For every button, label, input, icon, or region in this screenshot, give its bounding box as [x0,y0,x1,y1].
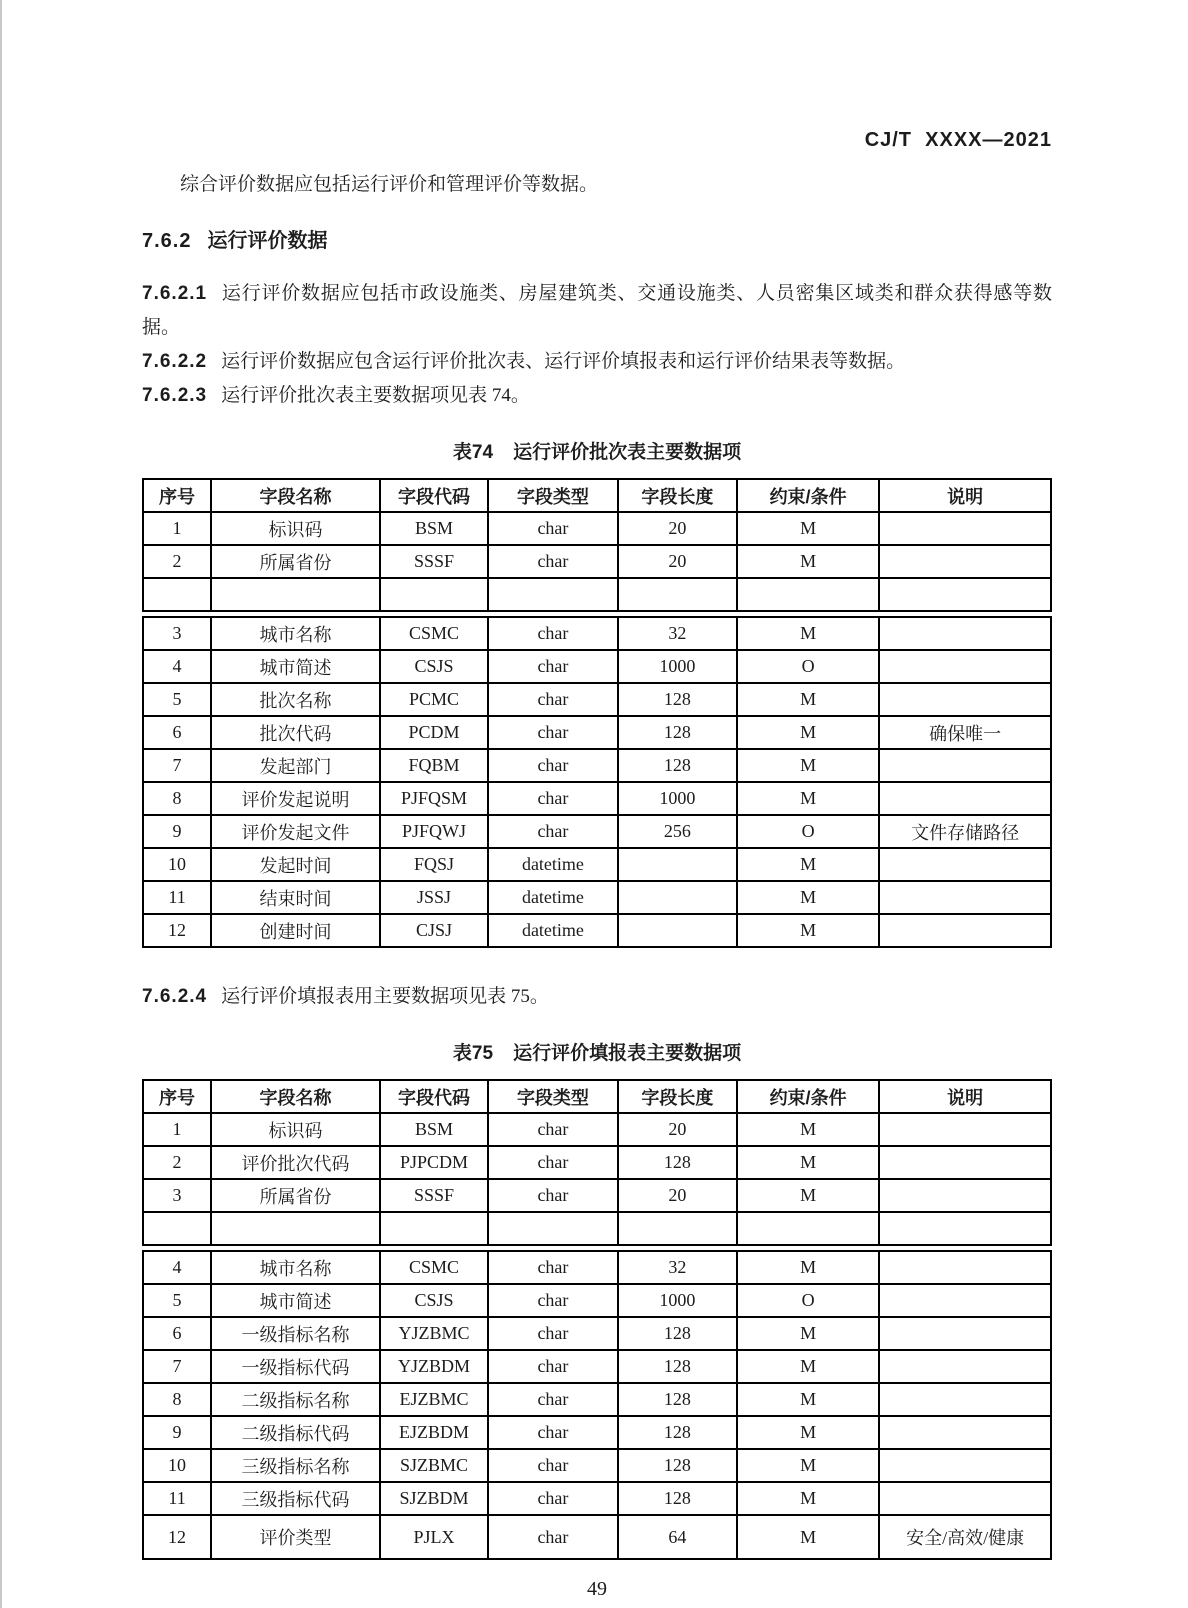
column-header: 说明 [879,1080,1051,1113]
table-cell: 4 [143,1251,211,1284]
section-heading-number: 7.6.2 [142,230,192,252]
table-row [143,815,1051,848]
table-cell: char [488,1515,618,1559]
table-cell: char [488,1251,618,1284]
table-cell: 11 [143,881,211,914]
table-cell: FQBM [380,749,488,782]
table-cell: 128 [618,1416,737,1449]
table-cell: char [488,782,618,815]
column-header: 字段代码 [380,479,488,512]
table-row [143,545,1051,578]
table-cell: 32 [618,617,737,650]
table-cell: 6 [143,1317,211,1350]
table-row [143,650,1051,683]
table-cell [879,1383,1051,1416]
table-row [143,1515,1051,1559]
table-row [143,716,1051,749]
table-cell: 20 [618,545,737,578]
table-caption [142,1038,1052,1065]
table-cell: 二级指标名称 [211,1383,380,1416]
column-header: 序号 [143,1080,211,1113]
table-cell: 评价发起说明 [211,782,380,815]
table-row [143,1449,1051,1482]
table-cell [488,578,618,611]
table-cell: char [488,1113,618,1146]
table-cell: 4 [143,650,211,683]
clause-text: 运行评价填报表用主要数据项见表 75。 [221,986,549,1007]
clause-7-6-2-2 [142,345,1052,379]
table-74-segment-1 [142,478,1052,612]
table-cell: 发起部门 [211,749,380,782]
table-cell: datetime [488,914,618,947]
table-cell: 发起时间 [211,848,380,881]
table-cell: EJZBMC [380,1383,488,1416]
table-cell: 5 [143,1284,211,1317]
table-cell: CSMC [380,1251,488,1284]
table-cell: 20 [618,1113,737,1146]
table-cell: datetime [488,881,618,914]
table-cell: 2 [143,1146,211,1179]
table-cell: PJFQSM [380,782,488,815]
table-cell: M [737,1179,880,1212]
table-cell: PCDM [380,716,488,749]
table-cell: 128 [618,716,737,749]
clause-text: 运行评价批次表主要数据项见表 74。 [221,385,530,406]
table-cell: 所属省份 [211,545,380,578]
header-row [143,479,1051,512]
table-cell: SSSF [380,1179,488,1212]
table-cell: 128 [618,1350,737,1383]
table-cell: char [488,1284,618,1317]
table-cell: BSM [380,512,488,545]
table-cell: 64 [618,1515,737,1559]
table-cell: M [737,545,880,578]
table-cell: 标识码 [211,512,380,545]
table-cell [618,881,737,914]
header-row [143,1080,1051,1113]
table-cell: 三级指标名称 [211,1449,380,1482]
table-cell [879,782,1051,815]
table-74-container [142,437,1052,948]
table-cell: 标识码 [211,1113,380,1146]
table-cell: M [737,1146,880,1179]
table-cell: M [737,1482,880,1515]
table-caption-title: 运行评价填报表主要数据项 [513,1043,742,1064]
table-cell: M [737,1383,880,1416]
table-cell: 7 [143,1350,211,1383]
table-cell [879,545,1051,578]
table-74-segment-2 [142,616,1052,948]
table-cell [879,1113,1051,1146]
table-cell: 12 [143,1515,211,1559]
column-header: 说明 [879,479,1051,512]
table-cell: 结束时间 [211,881,380,914]
table-cell: 一级指标代码 [211,1350,380,1383]
table-cell: 10 [143,848,211,881]
table-cell: 评价发起文件 [211,815,380,848]
table-row [143,881,1051,914]
table-cell: SJZBMC [380,1449,488,1482]
table-cell: M [737,617,880,650]
table-row [143,1350,1051,1383]
table-cell: 二级指标代码 [211,1416,380,1449]
table-cell [879,1482,1051,1515]
table-row [143,848,1051,881]
table-cell: M [737,1113,880,1146]
table-row [143,1146,1051,1179]
table-cell: PJPCDM [380,1146,488,1179]
table-cell: 确保唯一 [879,716,1051,749]
table-cell [879,1284,1051,1317]
column-header: 字段名称 [211,1080,380,1113]
table-cell: YJZBDM [380,1350,488,1383]
table-cell [879,650,1051,683]
table-row [143,1179,1051,1212]
table-cell: 三级指标代码 [211,1482,380,1515]
table-cell: M [737,749,880,782]
table-74 [142,437,1052,948]
table-row [143,1416,1051,1449]
table-caption-label: 表74 [452,442,494,463]
table-row [143,914,1051,947]
table-cell: 8 [143,782,211,815]
table-cell: 128 [618,1383,737,1416]
table-75-segment-2 [142,1250,1052,1560]
table-cell: M [737,1251,880,1284]
table-cell [879,617,1051,650]
column-header: 序号 [143,479,211,512]
table-cell: 128 [618,1146,737,1179]
table-cell: M [737,512,880,545]
table-row [143,749,1051,782]
table-cell: 1 [143,1113,211,1146]
table-cell: 批次名称 [211,683,380,716]
table-cell: FQSJ [380,848,488,881]
table-cell [879,881,1051,914]
table-caption [142,437,1052,464]
table-cell [879,1212,1051,1245]
table-cell: 8 [143,1383,211,1416]
table-cell: CSJS [380,650,488,683]
table-cell: 3 [143,617,211,650]
table-cell: PCMC [380,683,488,716]
table-cell [879,848,1051,881]
clause-7-6-2-3 [142,379,1052,413]
table-cell: 9 [143,815,211,848]
table-row [143,1212,1051,1245]
table-cell: 11 [143,1482,211,1515]
table-cell: 城市名称 [211,1251,380,1284]
table-cell [211,1212,380,1245]
column-header: 字段长度 [618,479,737,512]
table-cell: M [737,1317,880,1350]
table-row [143,617,1051,650]
table-cell: char [488,1146,618,1179]
table-cell: char [488,815,618,848]
column-header: 约束/条件 [737,1080,880,1113]
column-header: 约束/条件 [737,479,880,512]
table-cell: O [737,1284,880,1317]
table-cell: char [488,617,618,650]
clause-text: 运行评价数据应包含运行评价批次表、运行评价填报表和运行评价结果表等数据。 [221,351,906,372]
table-row [143,1284,1051,1317]
table-cell: 城市名称 [211,617,380,650]
table-cell: SJZBDM [380,1482,488,1515]
table-cell [737,1212,880,1245]
table-cell: char [488,545,618,578]
table-cell: 城市简述 [211,650,380,683]
table-cell [618,1212,737,1245]
doc-code: CJ/T XXXX—2021 [864,129,1052,151]
table-cell: M [737,1350,880,1383]
table-cell: M [737,848,880,881]
table-cell: 文件存储路径 [879,815,1051,848]
table-cell: 1000 [618,650,737,683]
table-cell: 5 [143,683,211,716]
table-cell: char [488,1350,618,1383]
table-cell: 10 [143,1449,211,1482]
table-cell: M [737,1449,880,1482]
table-cell: 评价批次代码 [211,1146,380,1179]
table-cell: 6 [143,716,211,749]
table-cell: CJSJ [380,914,488,947]
table-cell [879,512,1051,545]
table-cell [879,1317,1051,1350]
table-cell: BSM [380,1113,488,1146]
table-caption-title: 运行评价批次表主要数据项 [513,442,742,463]
table-row [143,1482,1051,1515]
page [2,0,1188,1601]
table-cell [879,1146,1051,1179]
table-cell: SSSF [380,545,488,578]
table-cell [488,1212,618,1245]
table-cell [143,578,211,611]
table-cell: 批次代码 [211,716,380,749]
table-75 [142,1038,1052,1560]
table-cell: 20 [618,1179,737,1212]
table-cell: 创建时间 [211,914,380,947]
intro-paragraph: 综合评价数据应包括运行评价和管理评价等数据。 [180,174,599,195]
table-cell: 128 [618,1317,737,1350]
table-cell: CSJS [380,1284,488,1317]
table-cell [879,683,1051,716]
table-cell: 9 [143,1416,211,1449]
table-cell: char [488,512,618,545]
section-heading [142,227,1052,255]
table-cell [737,578,880,611]
table-cell: M [737,683,880,716]
table-cell: O [737,650,880,683]
table-cell [879,1179,1051,1212]
table-cell: 所属省份 [211,1179,380,1212]
table-cell: char [488,1317,618,1350]
clause-number: 7.6.2.1 [142,283,208,304]
table-cell: 128 [618,1482,737,1515]
column-header: 字段代码 [380,1080,488,1113]
table-cell [879,1416,1051,1449]
table-cell: M [737,881,880,914]
table-cell: 1000 [618,782,737,815]
table-cell [879,749,1051,782]
table-cell: YJZBMC [380,1317,488,1350]
table-cell [380,1212,488,1245]
table-cell: JSSJ [380,881,488,914]
table-cell [211,578,380,611]
table-row [143,512,1051,545]
column-header: 字段类型 [488,1080,618,1113]
table-cell: char [488,1179,618,1212]
table-cell [879,1449,1051,1482]
table-75-container [142,1038,1052,1560]
table-row [143,1383,1051,1416]
table-cell [879,1350,1051,1383]
table-row [143,683,1051,716]
table-cell: 20 [618,512,737,545]
table-cell: 3 [143,1179,211,1212]
clause-7-6-2-1 [142,277,1052,345]
table-cell [879,914,1051,947]
table-row [143,1317,1051,1350]
table-cell: M [737,782,880,815]
table-cell: char [488,1482,618,1515]
table-row [143,1251,1051,1284]
table-cell: 256 [618,815,737,848]
table-cell: O [737,815,880,848]
table-cell: M [737,914,880,947]
clause-number: 7.6.2.3 [142,385,208,406]
table-cell: PJLX [380,1515,488,1559]
table-cell: char [488,683,618,716]
table-cell: 128 [618,749,737,782]
table-cell: 1000 [618,1284,737,1317]
table-cell [879,578,1051,611]
table-cell [618,914,737,947]
table-row [143,1113,1051,1146]
table-cell: 1 [143,512,211,545]
table-75-segment-1 [142,1079,1052,1246]
table-cell: 12 [143,914,211,947]
table-cell: PJFQWJ [380,815,488,848]
table-cell: 128 [618,1449,737,1482]
clause-number: 7.6.2.4 [142,986,208,1007]
table-cell: 安全/高效/健康 [879,1515,1051,1559]
table-cell: 32 [618,1251,737,1284]
table-cell: M [737,1416,880,1449]
table-cell: 128 [618,683,737,716]
table-row [143,782,1051,815]
table-cell: M [737,1515,880,1559]
table-cell: 2 [143,545,211,578]
table-cell [618,848,737,881]
clause-text: 运行评价数据应包括市政设施类、房屋建筑类、交通设施类、人员密集区域类和群众获得感等数据。 [142,283,1052,338]
clause-number: 7.6.2.2 [142,351,208,372]
table-cell [618,578,737,611]
table-row [143,578,1051,611]
table-cell: 评价类型 [211,1515,380,1559]
table-cell: EJZBDM [380,1416,488,1449]
column-header: 字段类型 [488,479,618,512]
table-cell: 7 [143,749,211,782]
table-cell [380,578,488,611]
table-cell: 城市简述 [211,1284,380,1317]
table-cell: datetime [488,848,618,881]
table-cell: char [488,650,618,683]
clause-7-6-2-4 [142,980,1052,1014]
table-cell: char [488,749,618,782]
table-cell: char [488,1383,618,1416]
table-cell: char [488,1449,618,1482]
section-heading-title: 运行评价数据 [207,230,328,252]
column-header: 字段长度 [618,1080,737,1113]
table-cell: char [488,716,618,749]
table-cell: CSMC [380,617,488,650]
table-cell [879,1251,1051,1284]
table-cell: M [737,716,880,749]
table-caption-label: 表75 [452,1043,494,1064]
column-header: 字段名称 [211,479,380,512]
page-number: 49 [587,1578,607,1600]
table-cell: char [488,1416,618,1449]
table-cell [143,1212,211,1245]
table-cell: 一级指标名称 [211,1317,380,1350]
